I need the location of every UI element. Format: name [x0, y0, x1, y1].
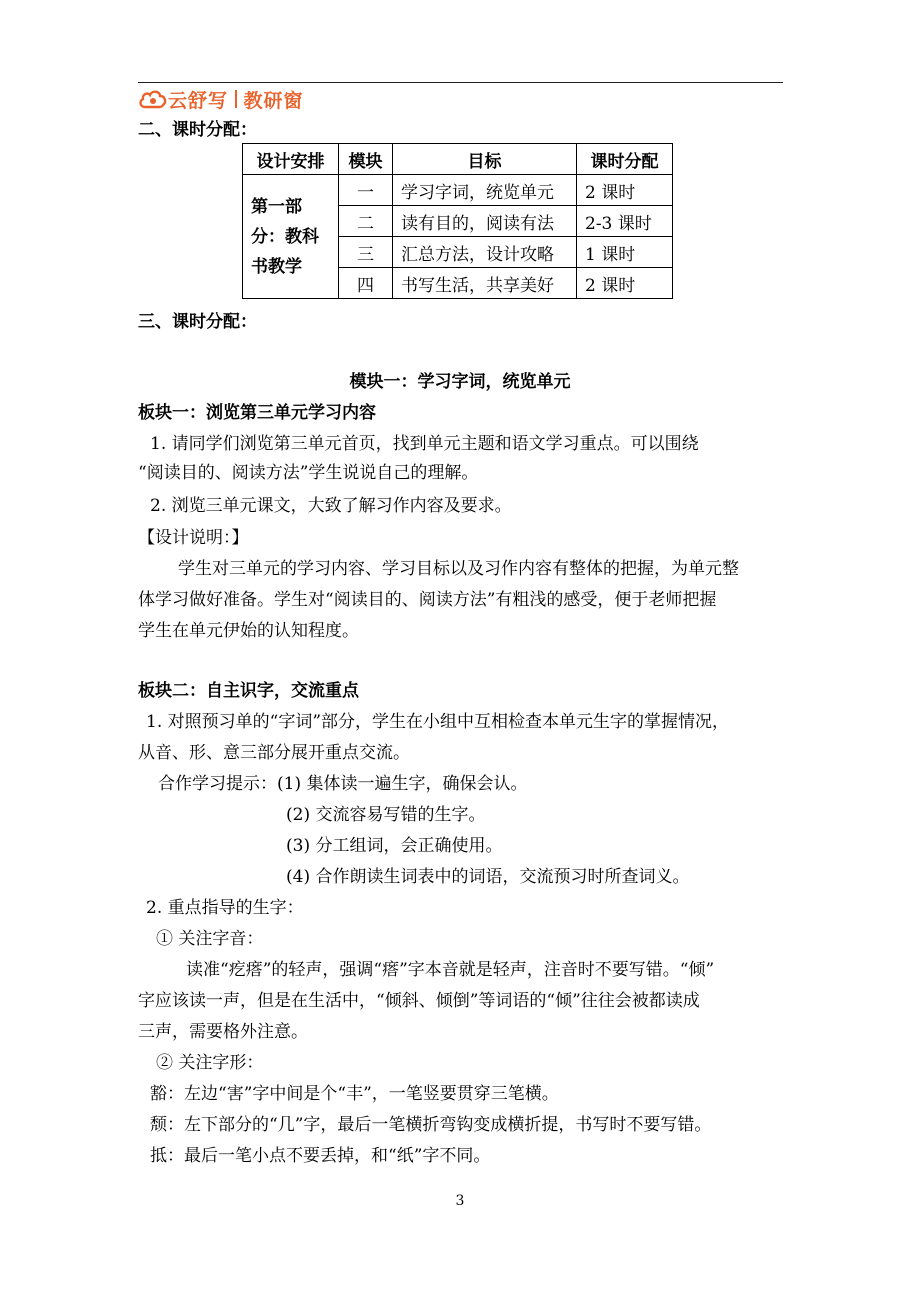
header-design: 设计安排 [243, 144, 339, 175]
block-1-para-1-line-2: “阅读目的、阅读方法”学生说说自己的理解。 [138, 463, 479, 483]
hours-cell: 1 课时 [577, 237, 673, 268]
block-2-para-1-line-1: 1. 对照预习单的“字词”部分，学生在小组中互相检查本单元生字的掌握情况， [146, 712, 730, 732]
pronunciation-line-3: 三声，需要格外注意。 [138, 1022, 308, 1042]
pronunciation-line-2: 字应该读一声，但是在生活中，“倾斜、倾倒”等词语的“倾”往往会被都读成 [138, 991, 700, 1011]
hours-cell: 2-3 课时 [577, 206, 673, 237]
header-goal: 目标 [393, 144, 577, 175]
module-1-title: 模块一：学习字词，统览单元 [349, 372, 571, 392]
goal-cell: 学习字词，统览单元 [393, 175, 577, 206]
module-cell: 一 [339, 175, 393, 206]
shape-heading: ② 关注字形： [156, 1053, 264, 1073]
char-note-3: 抵：最后一笔小点不要丢掉，和“纸”字不同。 [150, 1146, 491, 1166]
logo-sub-text: 教研窗 [243, 89, 304, 112]
block-2-para-1-line-2: 从音、形、意三部分展开重点交流。 [138, 743, 410, 763]
pronunciation-heading: ① 关注字音： [156, 929, 264, 949]
char-note-1: 豁：左边“害”字中间是个“丰”，一笔竖要贯穿三笔横。 [150, 1084, 559, 1104]
hours-cell: 2 课时 [577, 268, 673, 299]
design-note-line-3: 学生在单元伊始的认知程度。 [138, 621, 359, 641]
goal-cell: 书写生活，共享美好 [393, 268, 577, 299]
logo-separator [235, 90, 237, 108]
section-2-title: 二、课时分配： [138, 120, 257, 140]
header-module: 模块 [339, 144, 393, 175]
logo-brand-text: 云舒写 [168, 89, 229, 112]
block-1-title: 板块一：浏览第三单元学习内容 [138, 403, 376, 423]
coop-tip-2: (2) 交流容易写错的生字。 [286, 805, 486, 825]
coop-tip-1: 合作学习提示：(1) 集体读一遍生字，确保会认。 [158, 774, 528, 794]
block-2-para-2: 2. 重点指导的生字： [146, 898, 304, 918]
block-2-title: 板块二：自主识字，交流重点 [138, 681, 359, 701]
design-note-line-1: 学生对三单元的学习内容、学习目标以及习作内容有整体的把握，为单元整 [178, 559, 739, 579]
goal-cell: 读有目的，阅读有法 [393, 206, 577, 237]
design-note-label: 【设计说明：】 [138, 528, 249, 548]
schedule-table [242, 143, 673, 299]
design-note-line-2: 体学习做好准备。学生对“阅读目的、阅读方法”有粗浅的感受，便于老师把握 [138, 590, 717, 610]
cloud-logo-icon [138, 88, 168, 110]
char-note-2: 颓：左下部分的“几”字，最后一笔横折弯钩变成横折提，书写时不要写错。 [150, 1115, 712, 1135]
block-1-para-2: 2. 浏览三单元课文，大致了解习作内容及要求。 [150, 496, 512, 516]
pronunciation-line-1: 读准“疙瘩”的轻声，强调“瘩”字本音就是轻声，注音时不要写错。“倾” [186, 960, 715, 980]
part-label-cell: 第一部分：教科书教学 [243, 175, 339, 299]
module-cell: 四 [339, 268, 393, 299]
coop-tip-4: (4) 合作朗读生词表中的词语，交流预习时所查词义。 [286, 867, 690, 887]
table-row [243, 175, 673, 206]
header-rule [138, 82, 783, 83]
coop-tip-3: (3) 分工组词，会正确使用。 [286, 836, 503, 856]
table-header-row [243, 144, 673, 175]
page-number: 3 [455, 1193, 465, 1209]
header-hours: 课时分配 [577, 144, 673, 175]
section-3-title: 三、课时分配： [138, 312, 257, 332]
module-cell: 二 [339, 206, 393, 237]
hours-cell: 2 课时 [577, 175, 673, 206]
block-1-para-1-line-1: 1. 请同学们浏览第三单元首页，找到单元主题和语文学习重点。可以围绕 [150, 434, 699, 454]
module-cell: 三 [339, 237, 393, 268]
header-logo [138, 86, 304, 112]
goal-cell: 汇总方法，设计攻略 [393, 237, 577, 268]
